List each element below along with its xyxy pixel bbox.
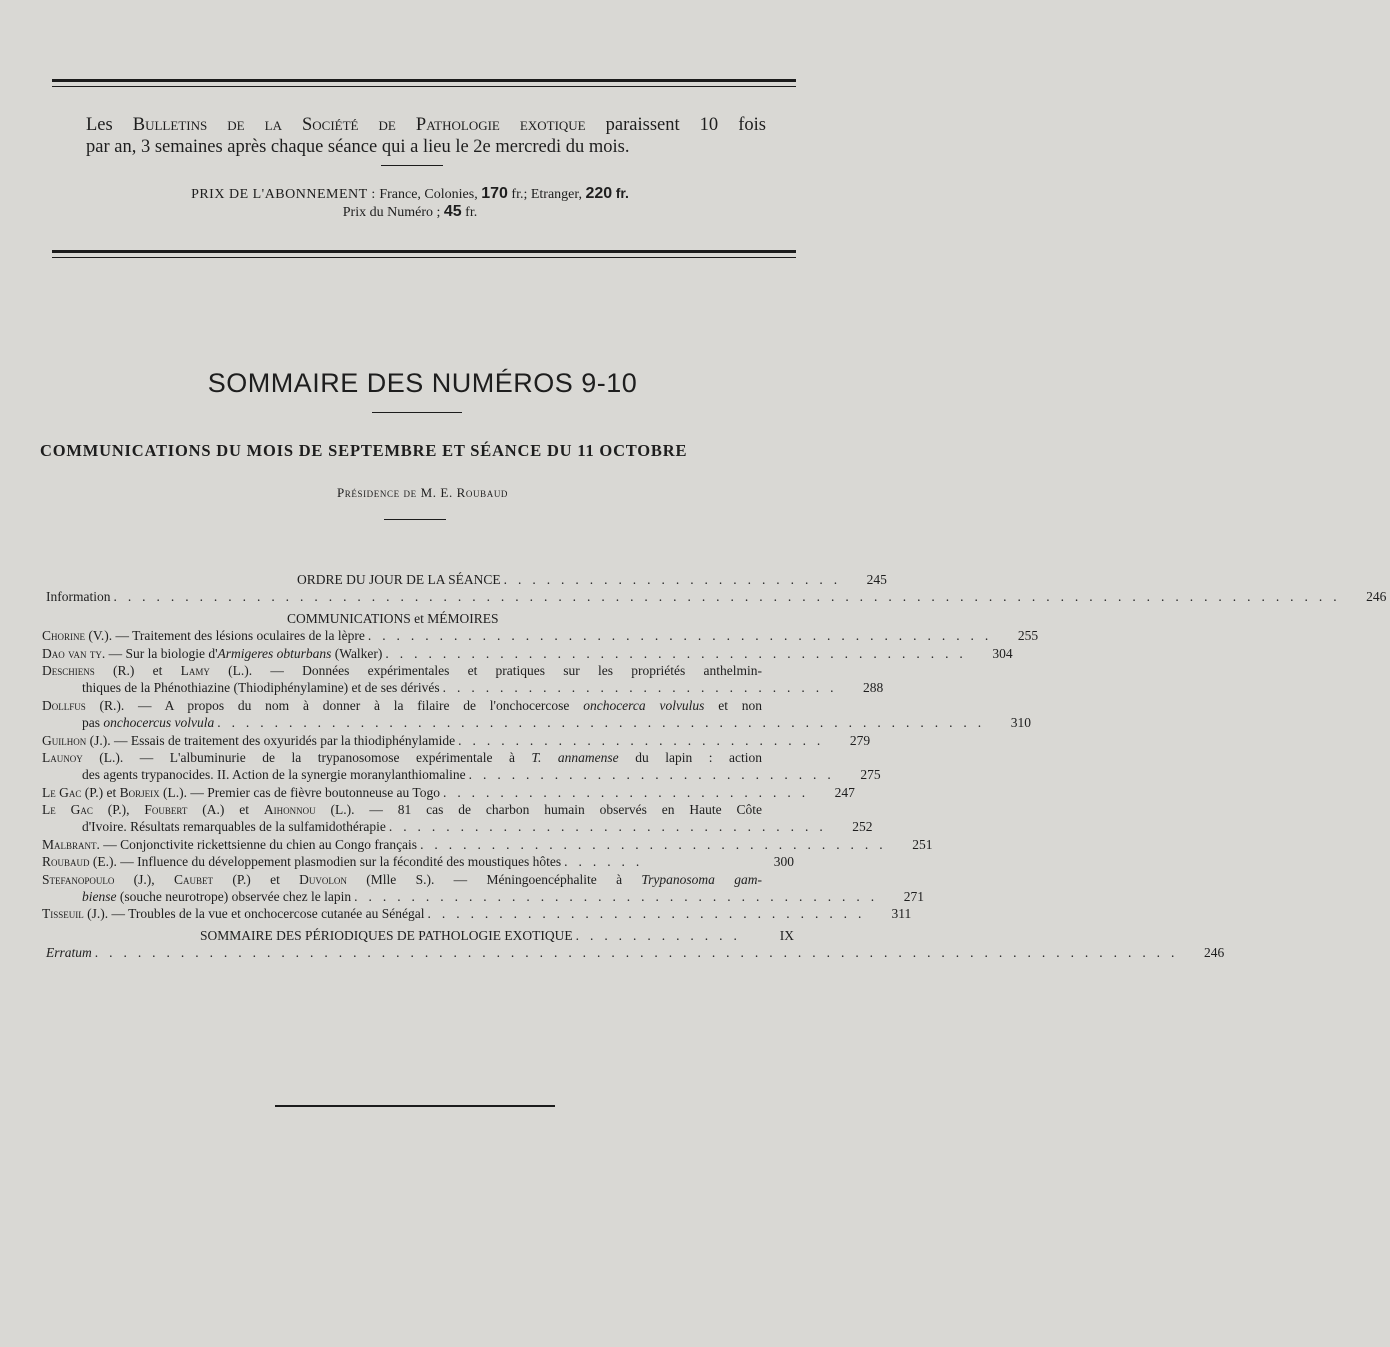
toc-communications-head: COMMUNICATIONS et MÉMOIRES bbox=[287, 610, 499, 626]
toc-entry-continued: d'Ivoire. Résultats remarquables de la sulfamidothérapie . . . . . . . . . . . . . . . . . . . . . . . . . . . . . . . 252 bbox=[82, 819, 873, 835]
section-subtitle: COMMUNICATIONS DU MOIS DE SEPTEMBRE ET SÉANCE DU 11 OCTOBRE bbox=[40, 441, 688, 460]
toc-entry: Malbrant. — Conjonctivite rickettsienne du chien au Congo français . . . . . . . . . . . . . . . . . . . . . . . . . . . . . . . . . 251 bbox=[42, 836, 933, 852]
page-title: SOMMAIRE DES NUMÉROS 9-10 bbox=[207, 368, 638, 398]
toc-entry-continued: biense (souche neurotrope) observée chez le lapin . . . . . . . . . . . . . . . . . . . . . . . . . . . . . . . . . . . . . 271 bbox=[82, 889, 924, 905]
divider-short bbox=[384, 519, 446, 520]
toc-entry: Deschiens (R.) et Lamy (L.). — Données expérimentales et pratiques sur les propriétés anthelmin- bbox=[42, 662, 763, 678]
notice-line-1: Les Bulletins de la Société de Pathologie exotique paraissent 10 fois bbox=[86, 115, 766, 135]
notice-line-2: par an, 3 semaines après chaque séance qui a lieu le 2e mercredi du mois. bbox=[86, 137, 630, 157]
toc-entry: Stefanopoulo (J.), Caubet (P.) et Duvolon (Mlle S.). — Méningoencéphalite à Trypanosoma gam- bbox=[42, 871, 763, 887]
divider-short bbox=[381, 165, 443, 166]
toc-entry: Chorine (V.). — Traitement des lésions oculaires de la lèpre . . . . . . . . . . . . . . . . . . . . . . . . . . . . . . . . . . . . . . . . . . . . 255 bbox=[42, 628, 1039, 644]
toc-periodicals: SOMMAIRE DES PÉRIODIQUES DE PATHOLOGIE EXOTIQUE . . . . . . . . . . . . IX bbox=[200, 927, 794, 943]
bottom-rule bbox=[275, 1105, 555, 1107]
toc-entry-continued: pas onchocercus volvula . . . . . . . . . . . . . . . . . . . . . . . . . . . . . . . . . . . . . . . . . . . . . . . . . . . . . . 310 bbox=[82, 715, 1031, 731]
table-of-contents bbox=[42, 572, 1387, 963]
toc-entry: Roubaud (E.). — Influence du développement plasmodien sur la fécondité des moustiques hôtes . . . . . . 300 bbox=[42, 854, 794, 870]
publication-notice bbox=[86, 114, 766, 158]
mid-rule-thick bbox=[52, 250, 796, 253]
toc-order-of-day: ORDRE DU JOUR DE LA SÉANCE . . . . . . . . . . . . . . . . . . . . . . . . 245 bbox=[297, 572, 887, 587]
toc-entry: Le Gac (P.) et Borjeix (L.). — Premier cas de fièvre boutonneuse au Togo . . . . . . . . . . . . . . . . . . . . . . . . . . 247 bbox=[42, 784, 855, 800]
divider-short bbox=[372, 412, 462, 413]
presidency: Présidence de M. E. Roubaud bbox=[336, 485, 509, 500]
toc-entry: Tisseuil (J.). — Troubles de la vue et onchocercose cutanée au Sénégal . . . . . . . . . . . . . . . . . . . . . . . . . . . . . . . 311 bbox=[42, 906, 912, 922]
issue-price: Prix du Numéro ; 45 fr. bbox=[342, 203, 478, 220]
toc-entry-continued: des agents trypanocides. II. Action de la synergie moranylanthiomaline . . . . . . . . . . . . . . . . . . . . . . . . . . 275 bbox=[82, 767, 881, 783]
toc-entry: Le Gac (P.), Foubert (A.) et Aihonnou (L.). — 81 cas de charbon humain observés en Haute Côte bbox=[42, 802, 763, 818]
toc-entry: Dollfus (R.). — A propos du nom à donner à la filaire de l'onchocercose onchocerca volvulus et non bbox=[42, 697, 762, 713]
toc-erratum: Erratum . . . . . . . . . . . . . . . . . . . . . . . . . . . . . . . . . . . . . . . . . . . . . . . . . . . . . . . . . . . . . . . . . . . . . . . . . . . . 246 bbox=[46, 945, 1225, 961]
toc-entry: Dao van ty. — Sur la biologie d'Armigeres obturbans (Walker) . . . . . . . . . . . . . . . . . . . . . . . . . . . . . . . . . . . . . . . . . 304 bbox=[42, 645, 1013, 661]
toc-entry: Guilhon (J.). — Essais de traitement des oxyuridés par la thiodiphénylamide . . . . . . . . . . . . . . . . . . . . . . . . . . 279 bbox=[42, 732, 871, 748]
toc-information: Information . . . . . . . . . . . . . . . . . . . . . . . . . . . . . . . . . . . . . . . . . . . . . . . . . . . . . . . . . . . . . . . . . . . . . . . . . . . . . . . . . . . . . . 246 bbox=[46, 589, 1387, 605]
mid-rule-thin bbox=[52, 257, 796, 258]
top-rule-thick bbox=[52, 79, 796, 82]
toc-entry: Launoy (L.). — L'albuminurie de la trypanosomose expérimentale à T. annamense du lapin : action bbox=[42, 749, 762, 765]
toc-entry-continued: thiques de la Phénothiazine (Thiodiphénylamine) et de ses dérivés . . . . . . . . . . . . . . . . . . . . . . . . . . . . 288 bbox=[82, 680, 884, 696]
subscription-price: PRIX DE L'ABONNEMENT : France, Colonies, 170 fr.; Etranger, 220 fr. bbox=[191, 185, 629, 202]
top-rule-thin bbox=[52, 86, 796, 87]
